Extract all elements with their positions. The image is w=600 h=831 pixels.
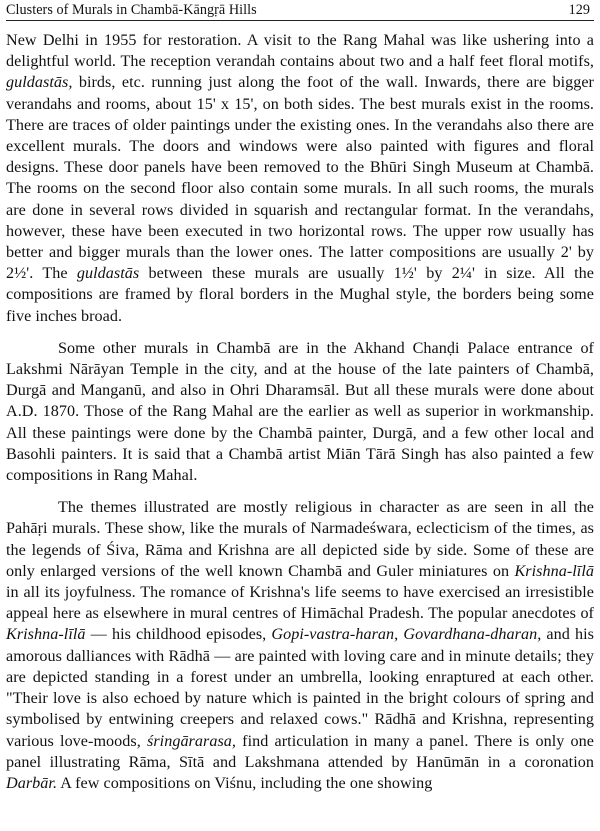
text-run: birds, etc. running just along the foot of the wall. Inwards, there are bigger verandahs and rooms, about 15' x 15', on both sides. The best murals exist in the rooms. There are traces of older paintings under the existing ones. In the verandahs also there are excellent murals. The doors and windows were also painted with figures and floral designs. These door panels have been removed to the Bhūri Singh Museum at Chambā. The rooms on the second floor also contain some murals. In all such rooms, the murals are done in several rows divided in squarish and rectangular format. In the verandahs, however, these have been executed in two horizontal rows. The upper row usually has better and bigger murals than the lower ones. The latter compositions are usually 2' by 2½'. The: [6, 74, 594, 283]
italic-term: Gopi-vastra-haran, Govardhana-dharan,: [271, 626, 542, 644]
running-title: Clusters of Murals in Chambā-Kāngṛā Hills: [6, 2, 257, 18]
text-run: — his childhood episodes,: [85, 626, 272, 644]
text-run: New Delhi in 1955 for restoration. A visit to the Rang Mahal was like ushering into a delightful world. The reception verandah contains about two and a half feet floral motifs,: [6, 32, 594, 71]
paragraph: [6, 30, 594, 327]
italic-term: Krishna-līlā: [6, 626, 86, 644]
italic-term: śringārarasa,: [147, 732, 236, 750]
italic-term: Darbār.: [6, 774, 58, 792]
paragraph: [6, 497, 594, 794]
page-number: 129: [568, 2, 590, 18]
text-run: between these murals are usually 1½' by 2¼' in size. All the compositions are framed by floral borders in the Mughal style, the borders being some five inches broad.: [6, 265, 594, 325]
text-run: in all its joyfulness. The romance of Krishna's life seems to have exercised an irresistible appeal here as elsewhere in mural centres of Himāchal Pradesh. The popular anecdotes of: [6, 584, 594, 623]
text-run: find articulation in many a panel. There is only one panel illustrating Rāma, Sītā and Lakshmana attended by Hanūmān in a coronation: [6, 732, 594, 771]
running-header: [6, 0, 594, 21]
italic-term: guldastās,: [6, 74, 73, 92]
paragraph: [6, 338, 594, 486]
text-run: A few compositions on Viśnu, including the one showing: [57, 774, 433, 792]
text-run: Some other murals in Chambā are in the Akhand Chanḍi Palace entrance of Lakshmi Nārāyan Temple in the city, and at the house of the late painters of Chambā, Durgā and Manganū, and also in Ohri Dharamsāl. But all these murals were done about A.D. 1870. Those of the Rang Mahal are the earlier as well as superior in workmanship. All these paintings were done by the Chambā painter, Durgā, and a few other local and Basohli painters. It is said that a Chambā artist Miān Tārā Singh has also painted a few compositions in Rang Mahal.: [6, 339, 594, 485]
italic-term: guldastās: [76, 265, 140, 283]
text-run: The themes illustrated are mostly religious in character as are seen in all the Pahāṛi murals. These show, like the murals of Narmadeśwara, eclecticism of the times, as the legends of Śiva, Rāma and Krishna are all depicted side by side. Some of these are only enlarged versions of the well known Chambā and Guler miniatures on: [6, 499, 594, 580]
italic-term: Krishna-līlā: [514, 562, 594, 580]
body-text: [6, 30, 594, 794]
text-run: and his amorous dalliances with Rādhā — are painted with loving care and in minute details; they are depicted standing in a forest under an umbrella, looking enraptured at each other. "Their love is also echoed by nature which is painted in the bright colours of spring and symbolised by entwining creepers and relaxed cows." Rādhā and Krishna, representing various love-moods,: [6, 626, 594, 750]
